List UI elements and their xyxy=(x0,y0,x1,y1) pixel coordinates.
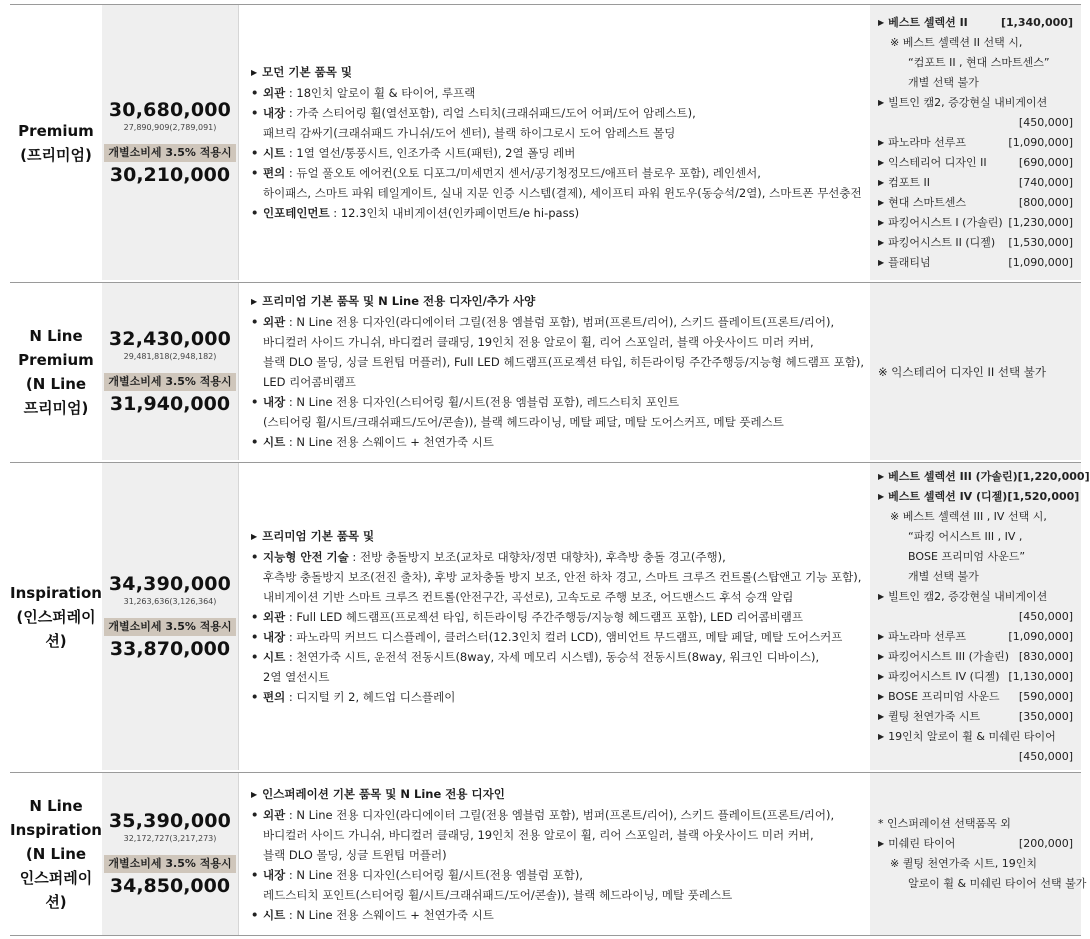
option-line xyxy=(878,567,1073,587)
trim-name-cell xyxy=(10,463,102,770)
spec-line xyxy=(251,392,870,412)
option-line xyxy=(878,507,1073,527)
spec-section-title: ▶ 프리미엄 기본 품목 및 N Line 전용 디자인/추가 사양 xyxy=(251,291,870,312)
spec-line-heading: 외관 xyxy=(263,315,286,329)
option-line xyxy=(878,113,1073,133)
spec-line-text: 하이패스, 스마트 파워 테일게이트, 실내 지문 인증 시스템(결제), 세이프티 파워 윈도우(동승석/2열), 스마트폰 무선충전 xyxy=(263,186,862,200)
trim-row-n-line-inspiration xyxy=(10,772,1087,936)
spec-line-text: : N Line 전용 스웨이드 + 천연가죽 시트 xyxy=(285,907,494,922)
option-price: [1,090,000] xyxy=(1008,255,1073,269)
spec-line-text: 블랙 DLO 몰딩, 싱글 트윈팁 머플러), Full LED 헤드램프(프로젝션 타입, 히든라이팅 주간주행등/지능형 헤드램프 포함), xyxy=(263,355,865,369)
option-line xyxy=(878,253,1073,273)
option-line xyxy=(878,13,1073,33)
option-line xyxy=(878,233,1073,253)
spec-line xyxy=(251,332,870,352)
spec-line-heading: 외관 xyxy=(263,610,286,624)
tax-label: 개별소비세 3.5% 적용시 xyxy=(104,618,235,636)
spec-line xyxy=(251,143,870,163)
option-price: [1,090,000] xyxy=(1008,629,1073,643)
spec-section-title: ▶ 인스퍼레이션 기본 품목 및 N Line 전용 디자인 xyxy=(251,784,870,805)
spec-line xyxy=(251,163,870,183)
option-price: [450,000] xyxy=(1018,115,1073,129)
option-name: ▶ 플래티넘 xyxy=(878,253,931,273)
option-note: ※ 익스테리어 디자인 II 선택 불가 xyxy=(878,364,1047,379)
price: 30,680,000 xyxy=(108,98,232,121)
options-cell xyxy=(870,283,1081,460)
option-name: ▶ 파노라마 선루프 xyxy=(878,133,966,153)
price-breakdown: 29,481,818(2,948,182) xyxy=(123,351,217,361)
spec-line xyxy=(251,805,870,825)
spec-line xyxy=(251,885,870,905)
spec-line xyxy=(251,83,870,103)
option-name: ▶ 파킹어시스트 III (가솔린) xyxy=(878,647,1009,667)
price-cell xyxy=(102,463,238,770)
spec-line xyxy=(251,412,870,432)
option-name: ▶ 파킹어시스트 I (가솔린) xyxy=(878,213,1003,233)
option-name: ▶ 베스트 셀렉션 III (가솔린) xyxy=(878,467,1018,487)
spec-line xyxy=(251,372,870,392)
option-name: ▶ BOSE 프리미엄 사운드 xyxy=(878,687,999,707)
spec-line-heading: 지능형 안전 기술 xyxy=(263,550,349,564)
option-price: [1,220,000] xyxy=(1017,469,1090,483)
spec-line xyxy=(251,667,870,687)
spec-line-heading: 외관 xyxy=(263,86,286,100)
options-cell xyxy=(870,463,1090,770)
option-name: ▶ 빌트인 캠2, 증강현실 내비게이션 xyxy=(878,93,1047,113)
trim-name: N Line Inspiration (N Line 인스퍼레이션) xyxy=(10,797,102,911)
option-price: [690,000] xyxy=(1018,155,1073,169)
option-line xyxy=(878,647,1073,667)
spec-line-text: : N Line 전용 스웨이드 + 천연가죽 시트 xyxy=(285,435,494,449)
trim-name: Inspiration (인스퍼레이션) xyxy=(10,583,102,650)
spec-line xyxy=(251,845,870,865)
spec-line-text: : N Line 전용 디자인(스티어링 휠/시트(전용 엠블럼 포함), 레드스티치 포인트 xyxy=(285,395,680,409)
spec-cell xyxy=(238,773,870,935)
spec-line-heading: 시트 xyxy=(263,146,286,160)
option-name: ▶ 파킹어시스트 IV (디젤) xyxy=(878,667,1000,687)
trim-row-n-line-premium xyxy=(10,282,1081,460)
option-line xyxy=(878,193,1073,213)
spec-line-text: 후측방 충돌방지 보조(전진 출차), 후방 교차충돌 방지 보조, 안전 하차 경고, 스마트 크루즈 컨트롤(스탑앤고 기능 포함), xyxy=(263,570,862,584)
option-line xyxy=(878,487,1080,507)
option-name: ▶ 베스트 셀렉션 IV (디젤) xyxy=(878,487,1007,507)
spec-cell xyxy=(238,5,870,280)
price-cell xyxy=(102,773,238,935)
option-name: ▶ 19인치 알로이 휠 & 미쉐린 타이어 xyxy=(878,727,1056,747)
option-line xyxy=(878,133,1073,153)
price: 32,430,000 xyxy=(108,327,232,350)
price-cell xyxy=(102,283,238,460)
option-line xyxy=(878,33,1073,53)
option-name: 알로이 휠 & 미쉐린 타이어 선택 불가 xyxy=(908,877,1087,890)
price-cell xyxy=(102,5,238,280)
tax-label: 개별소비세 3.5% 적용시 xyxy=(104,373,235,391)
option-price: [1,230,000] xyxy=(1008,215,1073,229)
spec-line-heading: 편의 xyxy=(263,166,286,180)
option-name: ▶ 익스테리어 디자인 II xyxy=(878,153,987,173)
spec-line-text: 내비게이션 기반 스마트 크루즈 컨트롤(안전구간, 곡선로), 고속도로 주행 보조, 어드밴스드 후석 승객 알림 xyxy=(263,590,794,604)
price-with-tax: 30,210,000 xyxy=(109,163,231,186)
option-name: BOSE 프리미엄 사운드” xyxy=(908,549,1026,563)
spec-line-text: 바디컬러 사이드 가니쉬, 바디컬러 클래딩, 19인치 전용 알로이 휠, 리어 스포일러, 블랙 아웃사이드 미러 커버, xyxy=(263,335,814,349)
option-line xyxy=(878,153,1073,173)
option-price: [200,000] xyxy=(1018,837,1073,850)
spec-section-title: ▶ 모던 기본 품목 및 xyxy=(251,62,870,83)
trim-name: Premium (프리미엄) xyxy=(18,121,94,164)
spec-line xyxy=(251,183,870,203)
spec-line xyxy=(251,865,870,885)
option-name: * 인스퍼레이션 선택품목 외 xyxy=(878,817,1011,830)
spec-line xyxy=(251,103,870,123)
option-line xyxy=(878,874,1087,894)
tax-label: 개별소비세 3.5% 적용시 xyxy=(104,855,235,873)
option-name: ▶ 컴포트 II xyxy=(878,173,930,193)
spec-line-text: : 가죽 스티어링 휠(열선포함), 리얼 스티치(크래쉬패드/도어 어퍼/도어 암레스트), xyxy=(285,106,696,120)
tax-label: 개별소비세 3.5% 적용시 xyxy=(104,144,235,162)
price: 35,390,000 xyxy=(108,810,232,832)
options-cell xyxy=(870,5,1081,280)
spec-line-text: 2열 열선시트 xyxy=(263,670,330,684)
option-name: ▶ 빌트인 캠2, 증강현실 내비게이션 xyxy=(878,587,1047,607)
option-line xyxy=(878,747,1073,767)
trim-name-cell xyxy=(10,283,102,460)
spec-line xyxy=(251,647,870,667)
option-name: ▶ 미쉐린 타이어 xyxy=(878,834,955,854)
option-name: ▶ 베스트 셀렉션 II xyxy=(878,13,968,33)
option-line xyxy=(878,707,1073,727)
option-line xyxy=(878,467,1090,487)
spec-line-heading: 내장 xyxy=(263,106,286,120)
option-line xyxy=(878,727,1073,747)
spec-line-text: 블랙 DLO 몰딩, 싱글 트윈팁 머플러) xyxy=(263,847,447,862)
spec-line xyxy=(251,352,870,372)
option-line xyxy=(878,527,1073,547)
spec-line-heading: 인포테인먼트 xyxy=(263,206,330,220)
spec-line xyxy=(251,587,870,607)
option-price: [350,000] xyxy=(1018,709,1073,723)
option-price: [1,340,000] xyxy=(1001,15,1073,29)
spec-line xyxy=(251,203,870,223)
spec-line-text: : 12.3인치 내비게이션(인카페이먼트/e hi-pass) xyxy=(329,206,580,220)
option-name: ※ 베스트 셀렉션 II 선택 시, xyxy=(890,35,1023,49)
spec-line xyxy=(251,687,870,707)
spec-line xyxy=(251,432,870,452)
spec-line xyxy=(251,825,870,845)
options-cell xyxy=(870,773,1087,935)
spec-line-heading: 외관 xyxy=(263,807,286,822)
spec-line-text: : Full LED 헤드램프(프로젝션 타입, 히든라이팅 주간주행등/지능형 헤드램프 포함), LED 리어콤비램프 xyxy=(285,610,803,624)
option-name: ▶ 파노라마 선루프 xyxy=(878,627,966,647)
price-with-tax: 31,940,000 xyxy=(109,392,231,415)
option-line xyxy=(878,667,1073,687)
spec-line-text: : 파노라믹 커브드 디스플레이, 클러스터(12.3인치 컬러 LCD), 앰비언트 무드램프, 메탈 페달, 메탈 도어스커프 xyxy=(285,630,843,644)
trim-name-cell xyxy=(10,5,102,280)
price-breakdown: 27,890,909(2,789,091) xyxy=(123,122,217,132)
spec-line xyxy=(251,547,870,567)
option-line xyxy=(878,173,1073,193)
price-breakdown: 31,263,636(3,126,364) xyxy=(123,596,217,606)
option-price: [1,530,000] xyxy=(1008,235,1073,249)
option-price: [800,000] xyxy=(1018,195,1073,209)
option-name: ▶ 퀼팅 천연가죽 시트 xyxy=(878,707,980,727)
option-name: ▶ 현대 스마트센스 xyxy=(878,193,966,213)
spec-line-text: 레드스티치 포인트(스티어링 휠/시트/크래쉬패드/도어/콘솔)), 블랙 헤드라이닝, 메탈 풋레스트 xyxy=(263,887,733,902)
trim-row-premium xyxy=(10,4,1081,280)
spec-line-heading: 내장 xyxy=(263,630,286,644)
spec-line-text: : 디지털 키 2, 헤드업 디스플레이 xyxy=(285,690,456,704)
spec-line-text: : N Line 전용 디자인(라디에이터 그릴(전용 엠블럼 포함), 범퍼(프론트/리어), 스키드 플레이트(프론트/리어), xyxy=(285,807,835,822)
spec-line-text: : 천연가죽 시트, 운전석 전동시트(8way, 자세 메모리 시스템), 동승석 전동시트(8way, 워크인 디바이스), xyxy=(285,650,820,664)
option-price: [830,000] xyxy=(1018,649,1073,663)
spec-cell xyxy=(238,283,870,460)
spec-line-text: 패브릭 감싸기(크래쉬패드 가니쉬/도어 센터), 블랙 하이그로시 도어 암레스트 몰딩 xyxy=(263,126,676,140)
option-line xyxy=(878,73,1073,93)
spec-line xyxy=(251,905,870,925)
price-breakdown: 32,172,727(3,217,273) xyxy=(123,834,217,843)
option-name: ※ 퀼팅 천연가죽 시트, 19인치 xyxy=(890,857,1037,870)
spec-line-heading: 내장 xyxy=(263,395,286,409)
spec-line xyxy=(251,607,870,627)
option-line xyxy=(878,213,1073,233)
spec-line-heading: 내장 xyxy=(263,867,286,882)
spec-line xyxy=(251,627,870,647)
spec-line xyxy=(251,567,870,587)
trim-row-inspiration xyxy=(10,462,1090,770)
spec-line-text: : N Line 전용 디자인(스티어링 휠/시트(전용 엠블럼 포함), xyxy=(285,867,583,882)
option-name: ▶ 파킹어시스트 II (디젤) xyxy=(878,233,995,253)
option-price: [450,000] xyxy=(1018,749,1073,763)
price: 34,390,000 xyxy=(108,572,232,595)
spec-line-text: : N Line 전용 디자인(라디에이터 그릴(전용 엠블럼 포함), 범퍼(프론트/리어), 스키드 플레이트(프론트/리어), xyxy=(285,315,835,329)
option-line xyxy=(878,687,1073,707)
option-price: [450,000] xyxy=(1018,609,1073,623)
trim-name: N Line Premium (N Line 프리미엄) xyxy=(18,326,94,417)
option-name: 개별 선택 불가 xyxy=(908,75,979,89)
option-name: 개별 선택 불가 xyxy=(908,569,979,583)
spec-line xyxy=(251,312,870,332)
spec-line-text: : 전방 충돌방지 보조(교차로 대향차/정면 대향차), 후측방 충돌 경고(주행), xyxy=(348,550,726,564)
option-line xyxy=(878,627,1073,647)
trim-name-cell xyxy=(10,773,102,935)
option-line xyxy=(878,834,1073,854)
spec-line-text: : 1열 열선/통풍시트, 인조가죽 시트(패턴), 2열 폴딩 레버 xyxy=(285,146,576,160)
spec-line-text: 바디컬러 사이드 가니쉬, 바디컬러 클래딩, 19인치 전용 알로이 휠, 리어 스포일러, 블랙 아웃사이드 미러 커버, xyxy=(263,827,814,842)
spec-line xyxy=(251,123,870,143)
option-line xyxy=(878,547,1073,567)
option-line xyxy=(878,93,1073,113)
option-name: ※ 베스트 셀렉션 III , IV 선택 시, xyxy=(890,509,1047,523)
spec-line-text: (스티어링 휠/시트/크래쉬패드/도어/콘솔)), 블랙 헤드라이닝, 메탈 페달, 메탈 도어스커프, 메탈 풋레스트 xyxy=(263,415,784,429)
option-price: [1,090,000] xyxy=(1008,135,1073,149)
spec-line-text: : 18인치 알로이 휠 & 타이어, 루프랙 xyxy=(285,86,476,100)
option-name: “파킹 어시스트 III , IV , xyxy=(908,529,1023,543)
option-line xyxy=(878,53,1073,73)
spec-line-text: LED 리어콤비램프 xyxy=(263,375,356,389)
price-with-tax: 33,870,000 xyxy=(109,637,231,660)
spec-cell xyxy=(238,463,870,770)
spec-line-text: : 듀얼 풀오토 에어컨(오토 디포그/미세먼지 센서/공기청정모드/애프터 블로우 포함), 레인센서, xyxy=(285,166,761,180)
option-line xyxy=(878,607,1073,627)
spec-line-heading: 시트 xyxy=(263,907,286,922)
option-price: [740,000] xyxy=(1018,175,1073,189)
option-price: [590,000] xyxy=(1018,689,1073,703)
spec-line-heading: 시트 xyxy=(263,650,286,664)
option-line xyxy=(878,854,1073,874)
spec-line-heading: 편의 xyxy=(263,690,286,704)
spec-line-heading: 시트 xyxy=(263,435,286,449)
option-price: [1,520,000] xyxy=(1007,489,1080,503)
price-with-tax: 34,850,000 xyxy=(109,875,231,897)
spec-section-title: ▶ 프리미엄 기본 품목 및 xyxy=(251,526,870,547)
option-line xyxy=(878,587,1073,607)
option-name: “컴포트 II , 현대 스마트센스” xyxy=(908,55,1050,69)
option-price: [1,130,000] xyxy=(1008,669,1073,683)
option-line xyxy=(878,814,1073,834)
